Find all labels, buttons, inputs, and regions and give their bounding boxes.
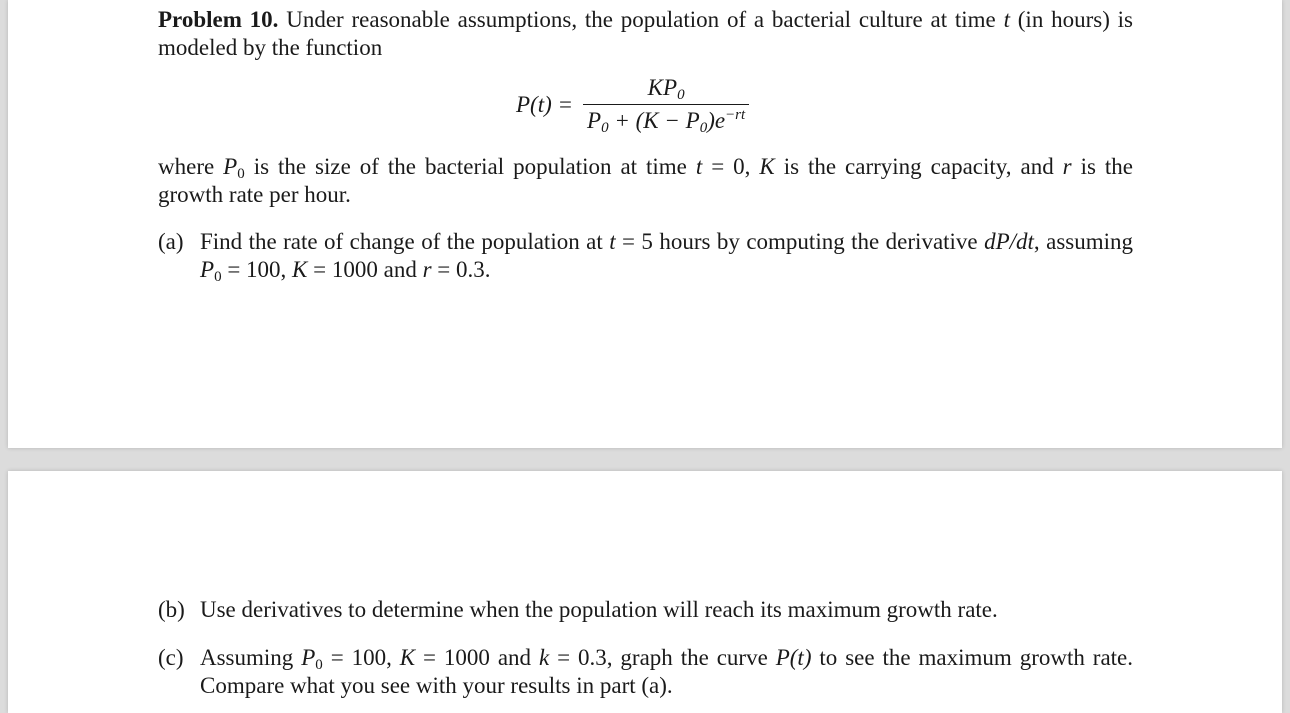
page-2 xyxy=(8,471,1282,713)
problem-label: Problem 10. xyxy=(158,7,279,32)
part-c xyxy=(158,644,1133,700)
part-b xyxy=(158,596,1133,624)
part-c-label: (c) xyxy=(158,645,184,670)
part-a xyxy=(158,228,1133,284)
part-a-text: Find the rate of change of the population at t = 5 hours by computing the derivative dP/dt, assuming $P_0 = 100$, K = 1000 and r = 0.3. xyxy=(200,229,1133,285)
part-b-text: Use derivatives to determine when the population will reach its maximum growth rate. xyxy=(200,597,998,622)
population-equation xyxy=(516,74,749,135)
equation-numerator: $KP_0$ xyxy=(647,75,685,103)
intro-var-t: t xyxy=(1003,7,1010,32)
equation-fraction xyxy=(583,74,749,135)
equation-denominator: $P_0 + (K - P_0)e^{-rt}$ xyxy=(587,107,746,136)
intro-text-a: Under reasonable assumptions, the population of a bacterial culture at time xyxy=(286,7,996,32)
page-1 xyxy=(8,0,1282,448)
part-a-label: (a) xyxy=(158,229,184,254)
problem-statement xyxy=(158,6,1133,62)
equation-lhs: P(t) = xyxy=(516,91,574,117)
part-c-text: Assuming $P_0 = 100$, K = 1000 and k = 0.3, graph the curve P(t) to see the maximum growth rate. Compare what you see with your results in part (a). xyxy=(200,645,1133,698)
part-b-label: (b) xyxy=(158,597,185,622)
where-clause: where $P_0$ is the size of the bacterial population at time t = 0, K is the carrying capacity, and r is the growth rate per hour. xyxy=(158,154,1133,207)
intro-text-b: (in hours) is modeled by the function xyxy=(158,7,1134,60)
